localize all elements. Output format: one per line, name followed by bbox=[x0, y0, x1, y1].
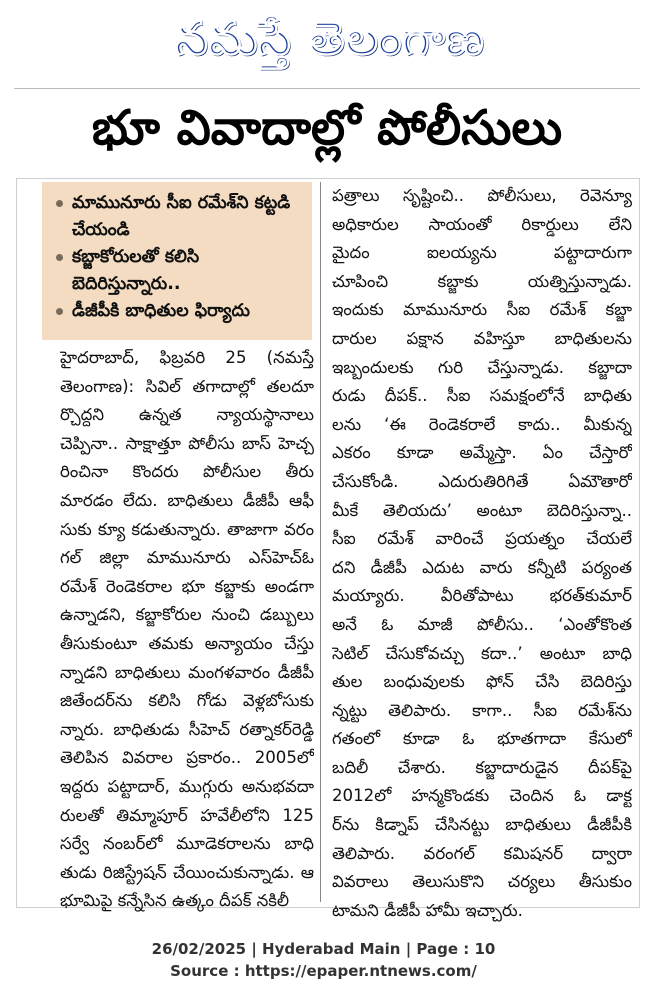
article-line: మీకే తెలియదు’ అంటూ బెదిరిస్తున్నా.. bbox=[332, 500, 632, 520]
article-line: 2012లో హన్మకొండకు చెందిన ఓ డాక్ట bbox=[332, 786, 632, 806]
article-line: తీసుకుంటూ తమకు అన్యాయం చేస్తు bbox=[60, 633, 314, 653]
article-column-right bbox=[332, 182, 632, 925]
footer-date-edition: 26/02/2025 | Hyderabad Main | Page : 10 bbox=[151, 940, 496, 958]
article-line: వివరాలు తెలుసుకొని చర్యలు తీసుకుం bbox=[332, 872, 632, 892]
article-line: తెలిపారు. వరంగల్ కమిషనర్ ద్వారా bbox=[332, 843, 632, 863]
article-line: ర్చొద్దని ఉన్నత న్యాయస్థానాలు bbox=[60, 405, 314, 425]
highlights-box bbox=[42, 182, 312, 340]
masthead-divider bbox=[14, 88, 640, 89]
article-line: ఎకరం కూడా అమ్మేస్తా. ఏం చేస్తారో bbox=[332, 443, 632, 463]
highlights-list bbox=[52, 190, 304, 325]
article-line: తుల బంధువులకు ఫోన్ చేసి బెదిరిస్తు bbox=[332, 672, 632, 692]
footer-source: Source : https://epaper.ntnews.com/ bbox=[170, 962, 477, 980]
article-line: రమేశ్ రెండెకరాల భూ కబ్జాకు అండగా bbox=[60, 576, 314, 596]
article-line: హైదరాబాద్, ఫిబ్రవరి 25 (నమస్తే bbox=[60, 348, 314, 367]
article-line: టామని డీజీపీ హామీ ఇచ్చారు. bbox=[332, 900, 523, 920]
article-line: ఇందుకు మామునూరు సీఐ రమేశ్ కబ్జా bbox=[332, 300, 632, 320]
article-line: మారడం లేదు. బాధితులు డీజీపీ ఆఫీ bbox=[60, 490, 314, 510]
article-line: చెప్పినా.. సాక్షాత్తూ పోలీసు బాస్ హెచ్చ bbox=[60, 433, 314, 453]
highlight-item: మామునూరు సీఐ రమేశ్‌ని కట్టడి చేయండి bbox=[52, 190, 304, 244]
article-line: జితేందర్‌ను కలిసి గోడు వెళ్లబోసుకు bbox=[60, 691, 314, 711]
article-line: చేసుకోండి. ఎదురుతిరిగితే ఏమౌతారో bbox=[332, 471, 632, 491]
article-line: భూమిపై కన్నేసిన ఉత్కం దీపక్ నకిలీ bbox=[60, 891, 290, 911]
article-line: ర్‌ను కిడ్నాప్ చేసినట్టు బాధితులు డీజీపీకి bbox=[332, 815, 632, 835]
article-line: న్నట్టు తెలిపారు. కాగా.. సీఐ రమేశ్‌ను bbox=[332, 700, 632, 720]
article-line: రించినా కొందరు పోలీసుల తీరు bbox=[60, 462, 314, 482]
article-line: ఉన్నాడని, కబ్జాకోరుల నుంచి డబ్బులు bbox=[60, 605, 314, 625]
article-line: పత్రాలు సృష్టించి.. పోలీసులు, రెవెన్యూ bbox=[332, 186, 632, 205]
article-line: మైదం ఐలయ్యను పట్టాదారుగా bbox=[332, 243, 632, 263]
headline: భూ వివాదాల్లో పోలీసులు bbox=[91, 100, 563, 156]
article-line: సుకు క్యూ కడుతున్నారు. తాజాగా వరం bbox=[60, 519, 314, 539]
highlight-item: కబ్జాకోరులతో కలిసి బెదిరిస్తున్నారు.. bbox=[52, 244, 304, 298]
article-column-left bbox=[60, 344, 314, 916]
article-line: తెలంగాణ): సివిల్ తగాదాల్లో తలదూ bbox=[60, 376, 314, 396]
article-line: అనే ఓ మాజీ పోలీసు.. ‘ఎంతోకొంత bbox=[332, 614, 632, 634]
article-line: దని డీజీపీ ఎదుట వారు కన్నీటి పర్యంత bbox=[332, 557, 632, 577]
article-line: ఇద్దరు పట్టాదార్, ముగ్గురు అనుభవదా bbox=[60, 776, 314, 796]
article-line: సర్వే నంబర్‌లో మూడెకరాలను బాధి bbox=[60, 834, 314, 854]
article-line: సీఐ రమేశ్ వారించే ప్రయత్నం చేయలే bbox=[332, 529, 632, 549]
article-line: సెటిల్ చేసుకోవచ్చు కదా..’ అంటూ బాధి bbox=[332, 643, 632, 663]
article-line: రుడు దీపక్.. సీఐ సమక్షంలోనే బాధితు bbox=[332, 386, 632, 406]
article-line: మయ్యారు. వీరితోపాటు భరత్‌కుమార్ bbox=[332, 586, 632, 606]
article-line: బదిలీ చేశారు. కబ్జాదారుడైన దీపక్‌పై bbox=[332, 757, 632, 777]
article-line: గల్ జిల్లా మామునూరు ఎస్‌హెచ్‌ఓ bbox=[60, 548, 314, 568]
column-divider bbox=[320, 182, 321, 902]
article-line: దారుల పక్షాన వహిస్తూ బాధితులను bbox=[332, 328, 632, 348]
highlight-item: డీజీపీకి బాధితుల ఫిర్యాదు bbox=[52, 298, 304, 325]
article-line: అధికారుల సాయంతో రికార్డులు లేని bbox=[332, 214, 632, 234]
article-line: తుడు రిజిస్ట్రేషన్ చేయించుకున్నాడు. ఆ bbox=[60, 862, 314, 882]
article-line: లను ‘ఈ రెండెకరాలే కాదు.. మీకున్న bbox=[332, 414, 632, 434]
article-line: చూపించి కబ్జాకు యత్నిస్తున్నాడు. bbox=[332, 271, 632, 291]
article-line: ఇబ్బందులకు గురి చేస్తున్నాడు. కబ్జాదా bbox=[332, 357, 632, 377]
article-line: న్నారు. బాధితుడు సీహెచ్ రత్నాకర్‌రెడ్డి bbox=[60, 719, 314, 739]
article-line: రులతో తిమ్మాపూర్ హవేలీలోని 125 bbox=[60, 805, 314, 825]
article-line: గతంలో కూడా ఓ భూతగాదా కేసులో bbox=[332, 729, 632, 749]
article-line: తెలిపిన వివరాల ప్రకారం.. 2005లో bbox=[60, 748, 314, 768]
masthead-logo: నమస్తే తెలంగాణ bbox=[175, 11, 485, 65]
article-line: న్నాడని బాధితులు మంగళవారం డీజీపీ bbox=[60, 662, 314, 682]
